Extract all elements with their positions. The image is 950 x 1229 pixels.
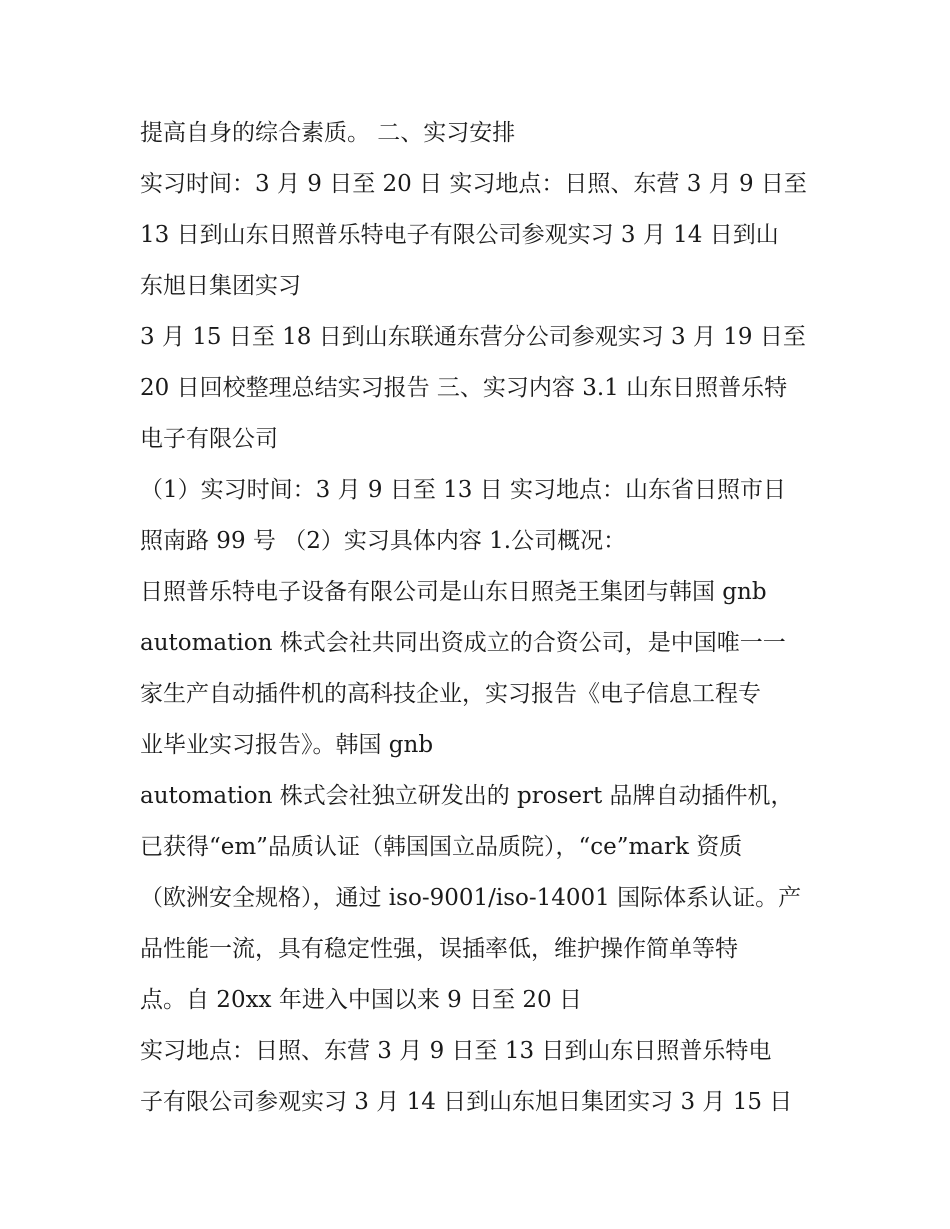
text-line: 20 日回校整理总结实习报告 三、实习内容 3.1 山东日照普乐特 xyxy=(140,375,788,401)
text-line: （1）实习时间：3 月 9 日至 13 日 实习地点：山东省日照市日 xyxy=(140,477,787,503)
text-line: 实习时间：3 月 9 日至 20 日 实习地点：日照、东营 3 月 9 日至 xyxy=(140,171,807,197)
text-line: 已获得“em”品质认证（韩国国立品质院），“ce”mark 资质 xyxy=(140,834,743,860)
text-line: 3 月 15 日至 18 日到山东联通东营分公司参观实习 3 月 19 日至 xyxy=(140,324,806,350)
text-line: 业毕业实习报告》。韩国 gnb xyxy=(140,732,434,758)
text-line: automation 株式会社共同出资成立的合资公司，是中国唯一一 xyxy=(140,630,786,656)
text-line: 照南路 99 号 （2）实习具体内容 1.公司概况： xyxy=(140,528,627,554)
text-line: 东旭日集团实习 xyxy=(140,273,301,299)
text-line: 点。自 20xx 年进入中国以来 9 日至 20 日 xyxy=(140,987,582,1013)
text-line: 实习地点：日照、东营 3 月 9 日至 13 日到山东日照普乐特电 xyxy=(140,1038,772,1064)
text-line: 品性能一流，具有稳定性强，误插率低，维护操作简单等特 xyxy=(140,936,738,962)
document-body xyxy=(140,108,820,1128)
text-line: 家生产自动插件机的高科技企业，实习报告《电子信息工程专 xyxy=(140,681,761,707)
text-line: 子有限公司参观实习 3 月 14 日到山东旭日集团实习 3 月 15 日 xyxy=(140,1089,793,1115)
text-line: 日照普乐特电子设备有限公司是山东日照尧王集团与韩国 gnb xyxy=(140,579,767,605)
text-line: （欧洲安全规格），通过 iso-9001/iso-14001 国际体系认证。产 xyxy=(140,885,802,911)
text-line: 13 日到山东日照普乐特电子有限公司参观实习 3 月 14 日到山 xyxy=(140,222,779,248)
text-line: automation 株式会社独立研发出的 prosert 品牌自动插件机， xyxy=(140,783,794,809)
text-line: 提高自身的综合素质。 二、实习安排 xyxy=(140,120,516,146)
text-line: 电子有限公司 xyxy=(140,426,278,452)
